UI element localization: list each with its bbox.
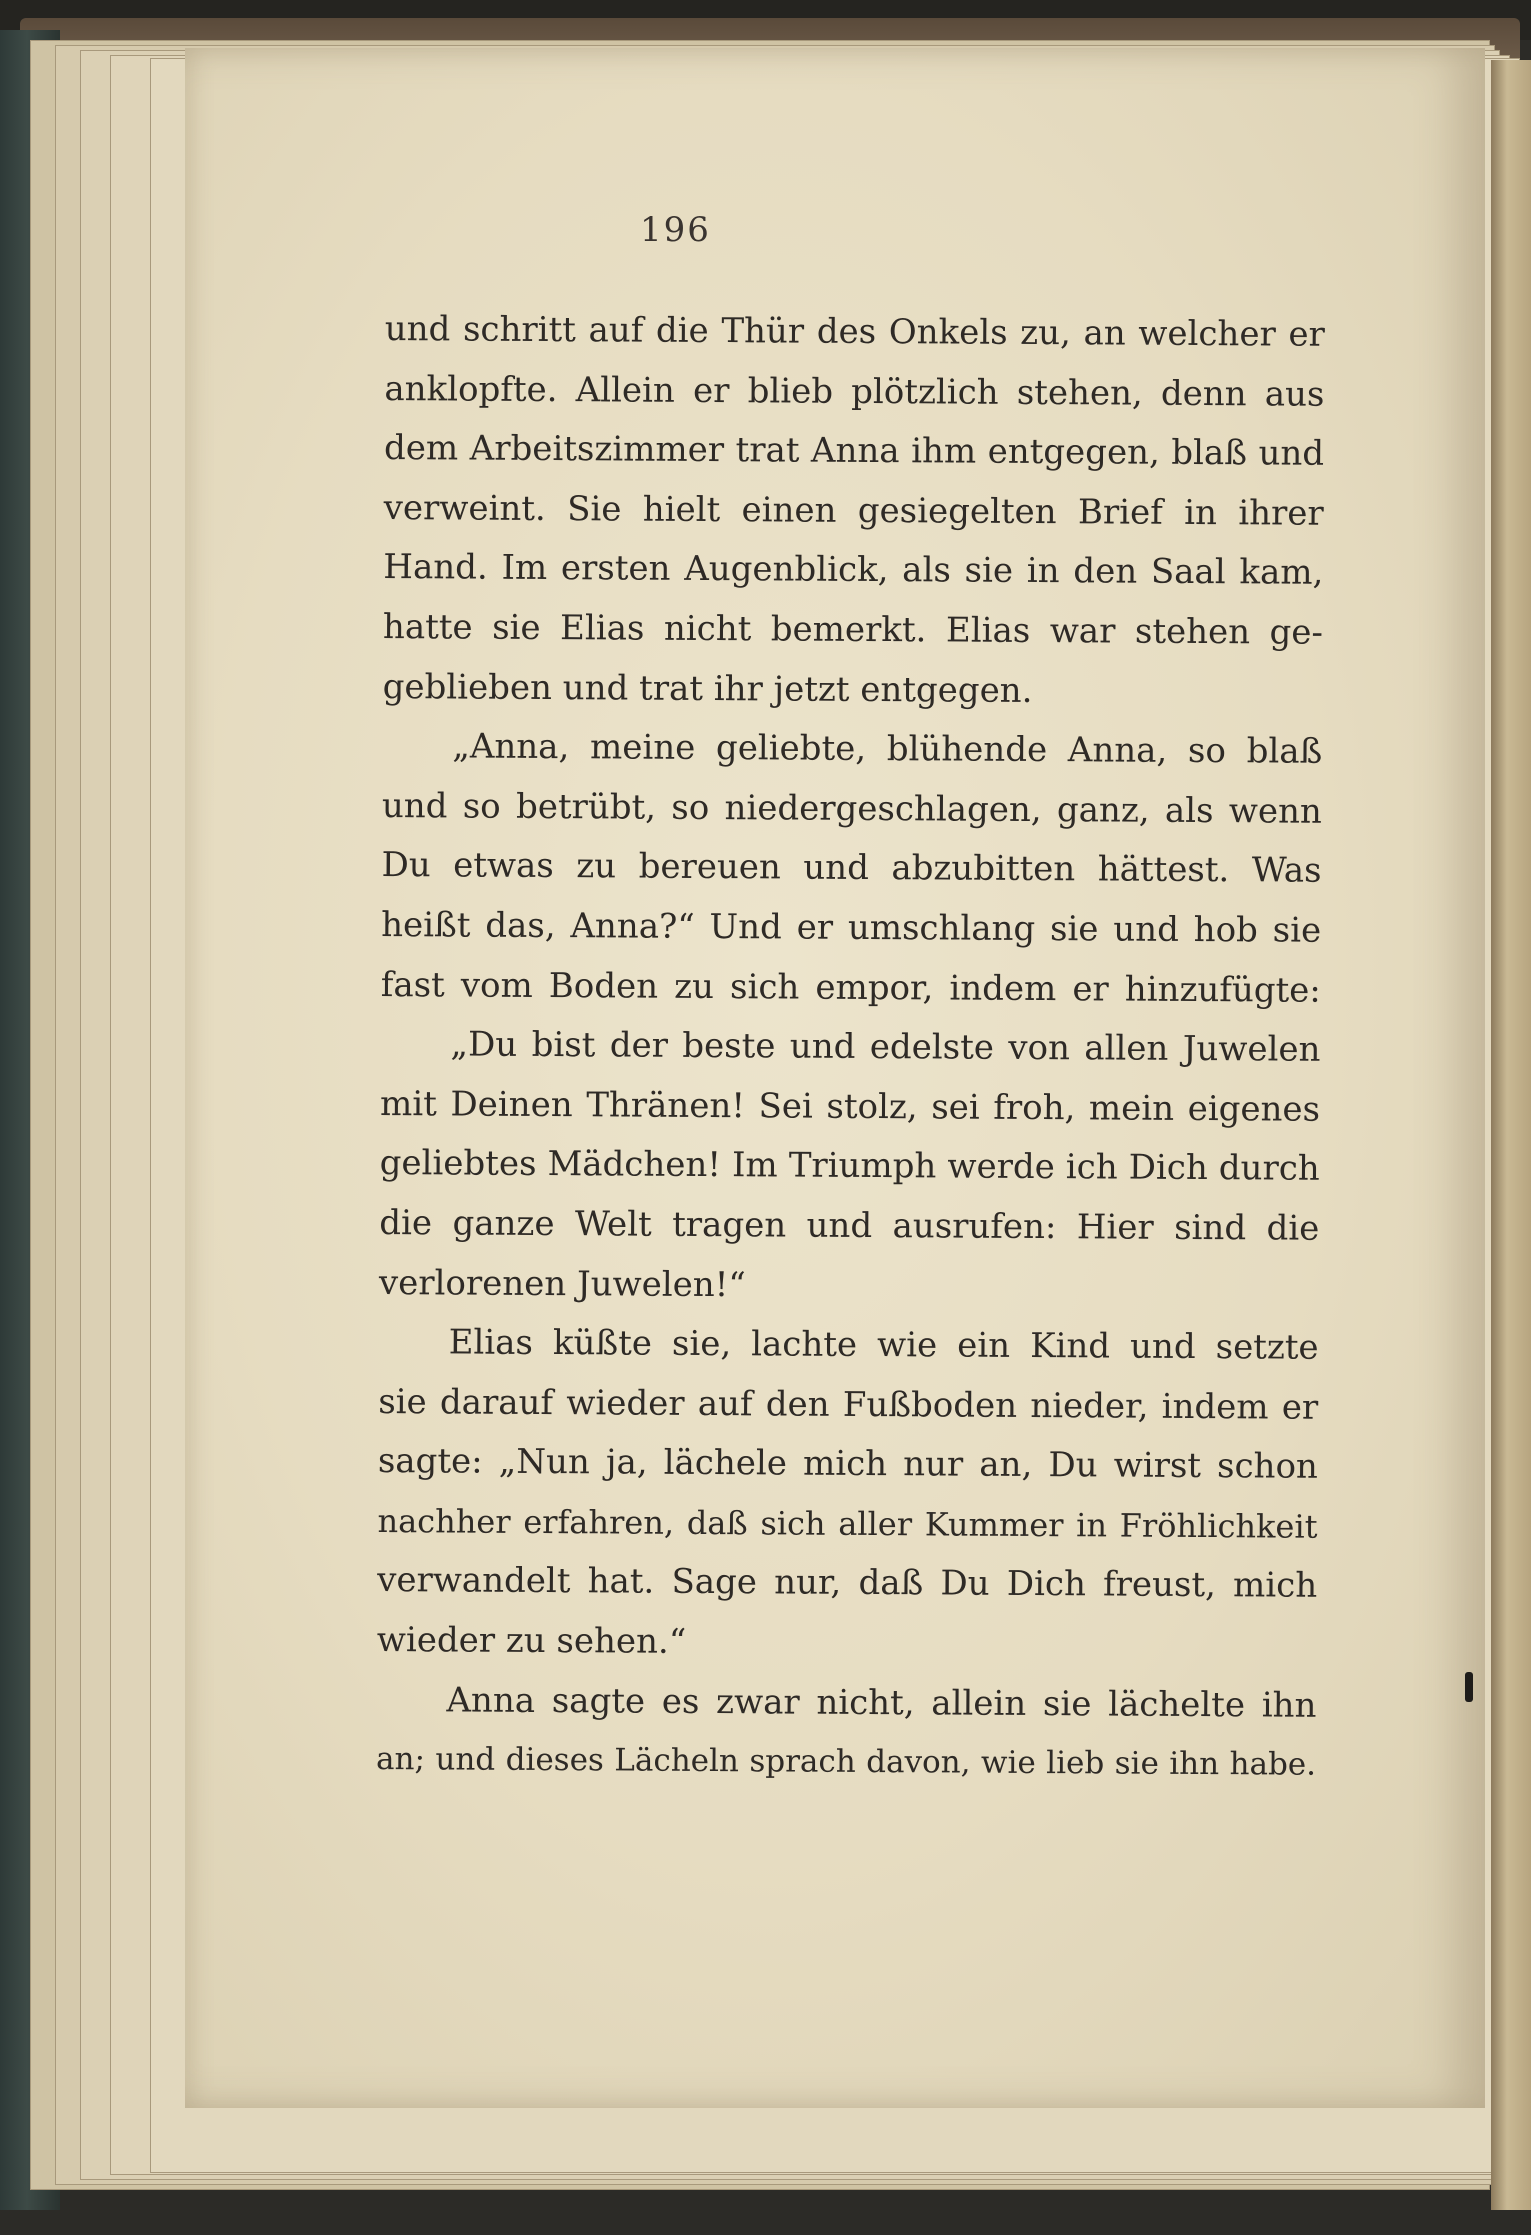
page-text [376,300,1325,1796]
text-line: sagte: „Nun ja, lächele mich nur an, Du wirst schon [377,1441,1319,1488]
text-line: heißt das, Anna?“ Und er umschlang sie und hob sie [381,904,1322,951]
text-line: die ganze Welt tragen und ausrufen: Hier sind die [379,1202,1320,1249]
ink-mark [1465,1672,1473,1702]
text-line: dem Arbeitszimmer trat Anna ihm entgegen, blaß und [383,428,1325,474]
text-line: verlorenen Juwelen!“ [378,1262,746,1305]
text-line: Hand. Im ersten Augenblick, als sie in den Saal kam, [383,547,1324,594]
text-line: und schritt auf die Thür des Onkels zu, an welcher er [384,308,1325,355]
text-line: fast vom Boden zu sich empor, indem er hinzufügte: [380,964,1321,1011]
text-line: anklopfte. Allein er blieb plötzlich stehen, denn aus [384,368,1325,415]
text-line: „Du bist der beste und edelste von allen Juwelen [450,1024,1321,1070]
text-line: hatte sie Elias nicht bemerkt. Elias war stehen ge- [382,606,1324,653]
text-line: Anna sagte es zwar nicht, allein sie lächelte ihn [446,1680,1317,1726]
text-line: verweint. Sie hielt einen gesiegelten Brief in ihrer [383,487,1324,534]
text-line: nachher erfahren, daß sich aller Kummer in Fröhlichkeit [377,1501,1318,1546]
text-line: und so betrübt, so niedergeschlagen, ganz, als wenn [381,785,1323,832]
text-line: geliebtes Mädchen! Im Triumph werde ich Dich durch [379,1143,1320,1190]
text-line: verwandelt hat. Sage nur, daß Du Dich freust, mich [377,1560,1318,1607]
text-line: „Anna, meine geliebte, blühende Anna, so blaß [452,726,1323,772]
text-line: Elias küßte sie, lachte wie ein Kind und setzte [448,1322,1319,1368]
facing-page-edge [1491,60,1531,2210]
text-line: Du etwas zu bereuen und abzubitten hättest. Was [381,845,1322,892]
text-line: an; und dieses Lächeln sprach davon, wie lieb sie ihn habe. [375,1741,1317,1783]
page-number: 196 [640,210,711,250]
text-line: geblieben und trat ihr jetzt entgegen. [382,666,1033,711]
text-line: mit Deinen Thränen! Sei stolz, sei froh, mein eigenes [379,1083,1321,1130]
text-line: wieder zu sehen.“ [376,1620,687,1662]
text-line: sie darauf wieder auf den Fußboden nieder, indem er [378,1381,1319,1428]
